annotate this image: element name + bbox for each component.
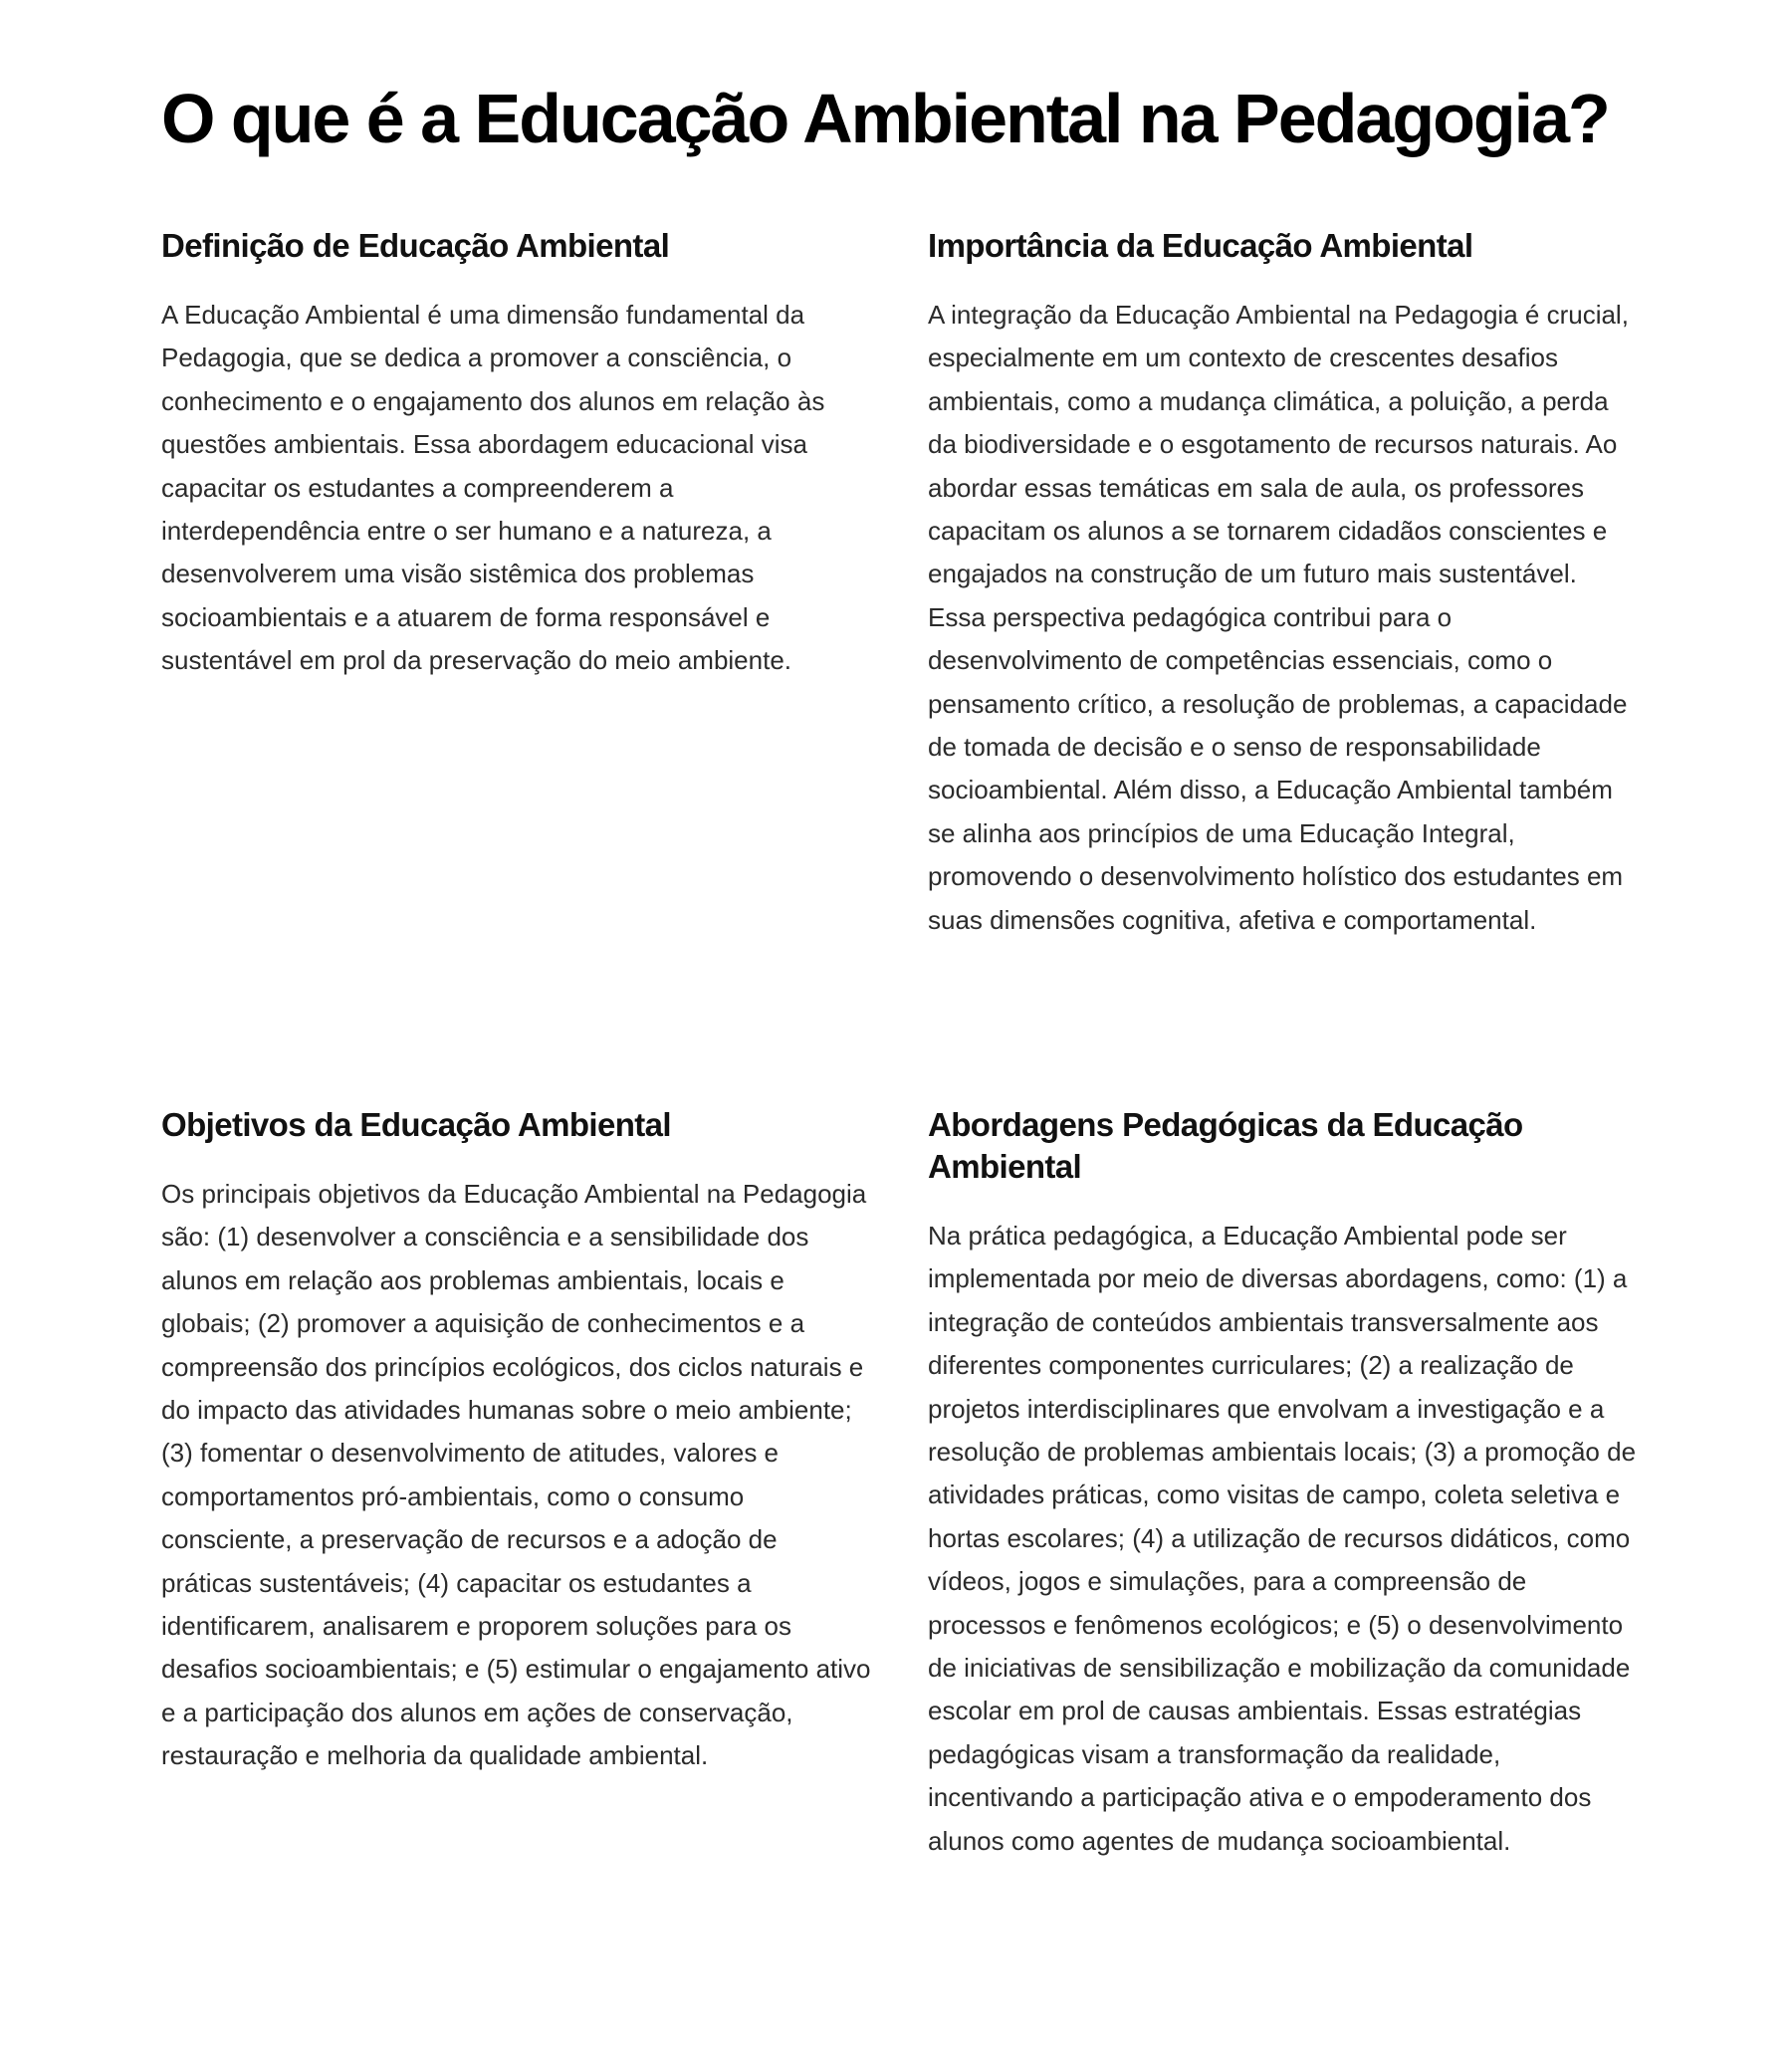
section-heading: Objetivos da Educação Ambiental xyxy=(161,1106,671,1143)
section-definicao xyxy=(161,225,873,683)
section-body: Na prática pedagógica, a Educação Ambiental pode ser implementada por meio de diversas abordagens, como: (1) a integração de conteúdos ambientais transversalmente aos diferentes componentes curriculares; (2) a realização de projetos interdisciplinares que envolvam a investigação e a resolução de problemas ambientais locais; (3) a promoção de atividades práticas, como visitas de campo, coleta seletiva e hortas escolares; (4) a utilização de recursos didáticos, como vídeos, jogos e simulações, para a compreensão de processos e fenômenos ecológicos; e (5) o desenvolvimento de iniciativas de sensibilização e mobilização da comunidade escolar em prol de causas ambientais. Essas estratégias pedagógicas visam a transformação da realidade, incentivando a participação ativa e o empoderamento dos alunos como agentes de mudança socioambiental. xyxy=(928,1221,1637,1856)
section-heading: Abordagens Pedagógicas da Educação Ambiental xyxy=(928,1106,1523,1185)
section-body: Os principais objetivos da Educação Ambiental na Pedagogia são: (1) desenvolver a consciência e a sensibilidade dos alunos em relação aos problemas ambientais, locais e globais; (2) promover a aquisição de conhecimentos e a compreensão dos princípios ecológicos, dos ciclos naturais e do impacto das atividades humanas sobre o meio ambiente; (3) fomentar o desenvolvimento de atitudes, valores e comportamentos pró-ambientais, como o consumo consciente, a preservação de recursos e a adoção de práticas sustentáveis; (4) capacitar os estudantes a identificarem, analisarem e proporem soluções para os desafios socioambientais; e (5) estimular o engajamento ativo e a participação dos alunos em ações de conservação, restauração e melhoria da qualidade ambiental. xyxy=(161,1179,871,1771)
section-body: A Educação Ambiental é uma dimensão fundamental da Pedagogia, que se dedica a promover a consciência, o conhecimento e o engajamento dos alunos em relação às questões ambientais. Essa abordagem educacional visa capacitar os estudantes a compreenderem a interdependência entre o ser humano e a natureza, a desenvolverem uma visão sistêmica dos problemas socioambientais e a atuarem de forma responsável e sustentável em prol da preservação do meio ambiente. xyxy=(161,300,825,676)
section-heading: Importância da Educação Ambiental xyxy=(928,227,1473,264)
section-objetivos xyxy=(161,1104,873,1778)
section-heading: Definição de Educação Ambiental xyxy=(161,227,670,264)
section-abordagens xyxy=(928,1104,1640,1863)
section-importancia xyxy=(928,225,1640,942)
section-body: A integração da Educação Ambiental na Pedagogia é crucial, especialmente em um contexto de crescentes desafios ambientais, como a mudança climática, a poluição, a perda da biodiversidade e o esgotamento de recursos naturais. Ao abordar essas temáticas em sala de aula, os professores capacitam os alunos a se tornarem cidadãos conscientes e engajados na construção de um futuro mais sustentável. Essa perspectiva pedagógica contribui para o desenvolvimento de competências essenciais, como o pensamento crítico, a resolução de problemas, a capacidade de tomada de decisão e o senso de responsabilidade socioambiental. Além disso, a Educação Ambiental também se alinha aos princípios de uma Educação Integral, promovendo o desenvolvimento holístico dos estudantes em suas dimensões cognitiva, afetiva e comportamental. xyxy=(928,300,1629,935)
page-title: O que é a Educação Ambiental na Pedagogia? xyxy=(161,80,1609,157)
